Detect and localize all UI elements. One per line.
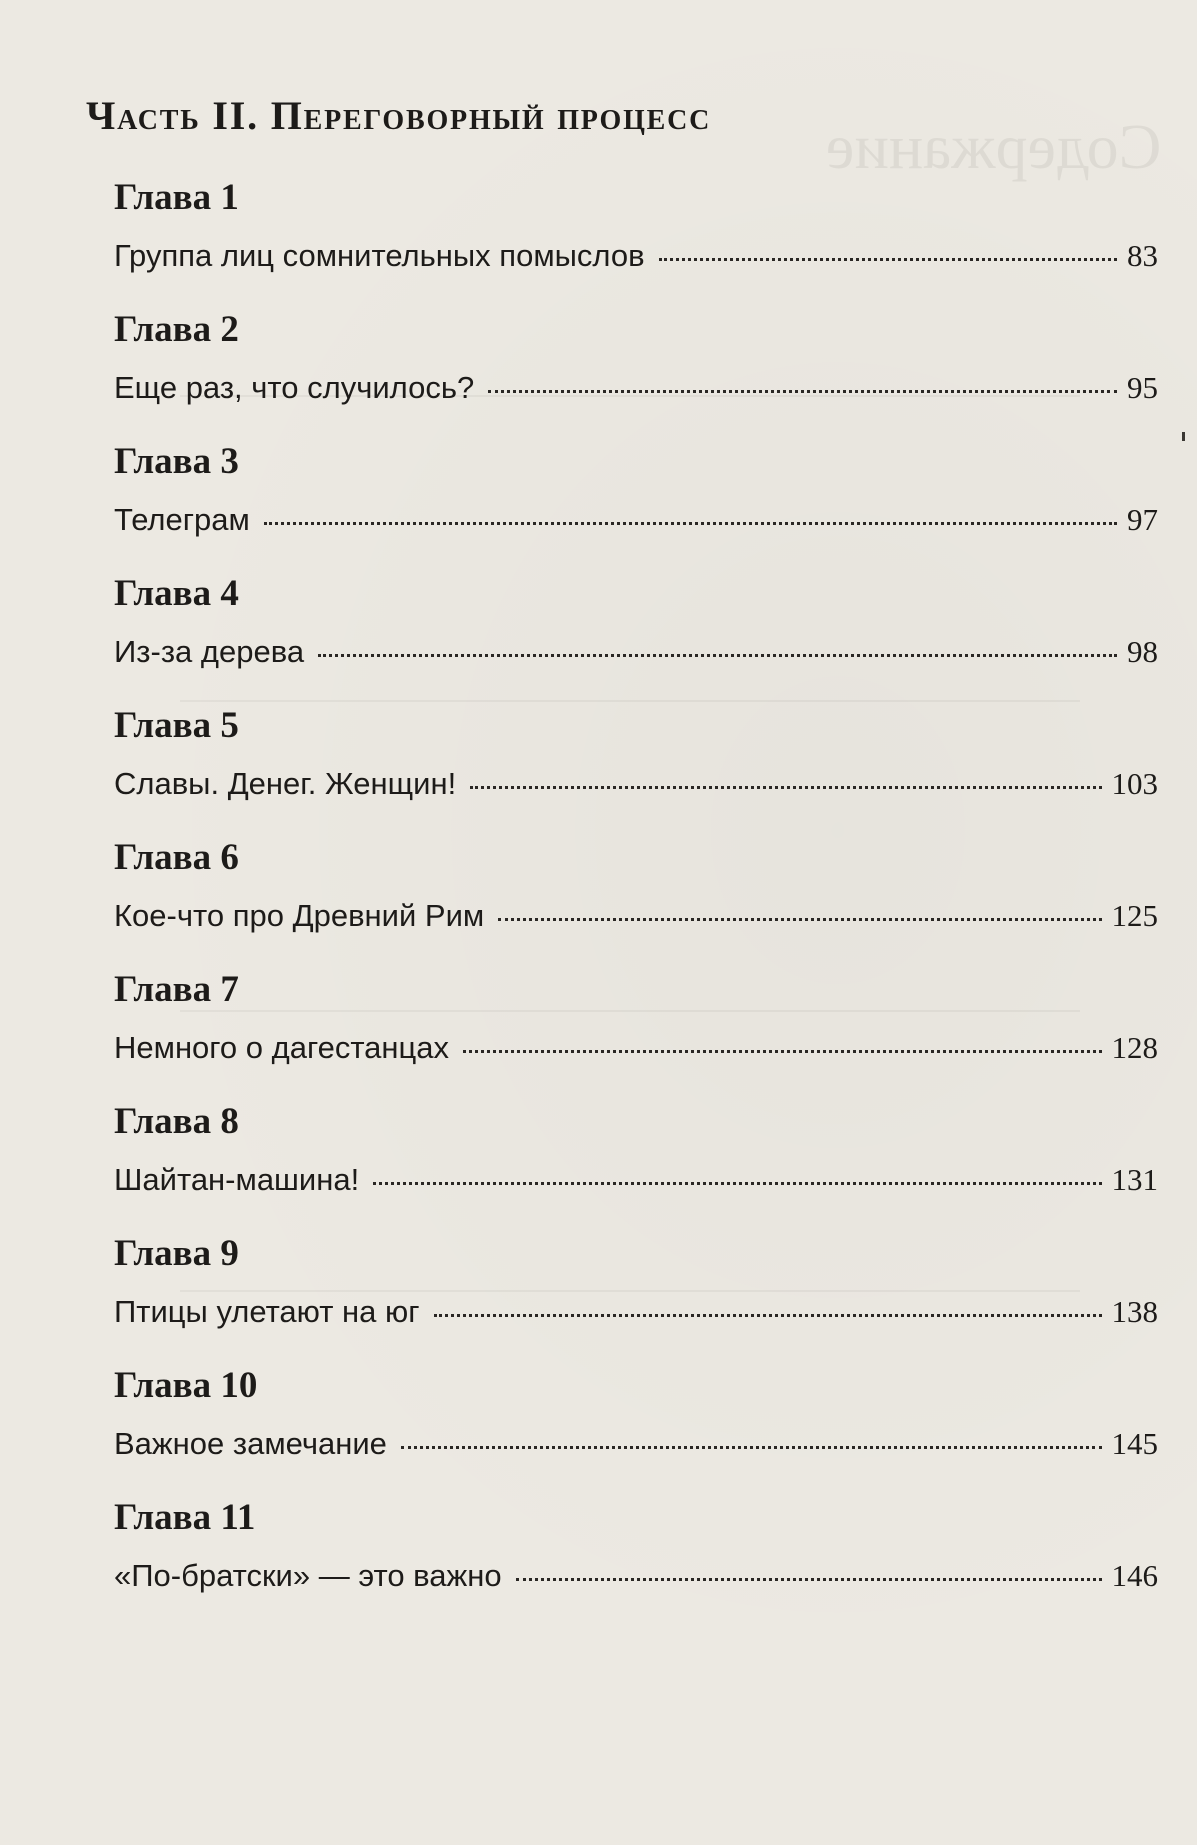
toc-chapter-7 bbox=[114, 968, 1158, 1068]
page-number: 128 bbox=[1111, 1030, 1158, 1065]
dot-leader bbox=[373, 1182, 1101, 1185]
toc-entry[interactable] bbox=[114, 500, 1158, 540]
chapter-title: Кое-что про Древний Рим bbox=[114, 898, 485, 933]
toc-chapter-6 bbox=[114, 836, 1158, 936]
toc-entry[interactable] bbox=[114, 896, 1158, 936]
page-number: 98 bbox=[1127, 634, 1158, 669]
toc-entry[interactable] bbox=[114, 1028, 1158, 1068]
show-through-line bbox=[180, 700, 1080, 702]
chapter-title: Славы. Денег. Женщин! bbox=[114, 766, 457, 801]
show-through-text: Содержание bbox=[825, 111, 1161, 182]
chapter-title: Телеграм bbox=[114, 502, 250, 537]
chapter-title: Группа лиц сомнительных помыслов bbox=[114, 238, 645, 273]
toc-entry[interactable] bbox=[114, 236, 1158, 276]
page-number: 138 bbox=[1111, 1294, 1158, 1329]
dot-leader bbox=[488, 390, 1117, 393]
chapter-heading: Глава 4 bbox=[114, 573, 239, 614]
toc-entry[interactable] bbox=[114, 1292, 1158, 1332]
toc-entry[interactable] bbox=[114, 764, 1158, 804]
toc-chapter-8 bbox=[114, 1100, 1158, 1200]
dot-leader bbox=[498, 918, 1101, 921]
chapter-title: «По-братски» — это важно bbox=[114, 1558, 502, 1593]
page-number: 145 bbox=[1111, 1426, 1158, 1461]
toc-chapter-3 bbox=[114, 440, 1158, 540]
dot-leader bbox=[264, 522, 1117, 525]
chapter-heading: Глава 8 bbox=[114, 1101, 239, 1142]
chapter-heading: Глава 6 bbox=[114, 837, 239, 878]
toc-chapter-4 bbox=[114, 572, 1158, 672]
page-number: 125 bbox=[1111, 898, 1158, 933]
part-title: Часть II. Переговорный процесс bbox=[86, 93, 712, 138]
chapter-title: Из-за дерева bbox=[114, 634, 305, 669]
chapter-title: Важное замечание bbox=[114, 1426, 387, 1461]
toc-chapter-2 bbox=[114, 308, 1158, 408]
page-number: 97 bbox=[1127, 502, 1158, 537]
chapter-heading: Глава 5 bbox=[114, 705, 239, 746]
chapter-heading: Глава 1 bbox=[114, 177, 239, 218]
toc-entry[interactable] bbox=[114, 632, 1158, 672]
dot-leader bbox=[434, 1314, 1102, 1317]
dot-leader bbox=[659, 258, 1117, 261]
page-number: 131 bbox=[1111, 1162, 1158, 1197]
page-number: 95 bbox=[1127, 370, 1158, 405]
toc-entry[interactable] bbox=[114, 1424, 1158, 1464]
toc-chapter-5 bbox=[114, 704, 1158, 804]
page-number: 103 bbox=[1111, 766, 1158, 801]
dot-leader bbox=[470, 786, 1101, 789]
toc-chapter-10 bbox=[114, 1364, 1158, 1464]
dot-leader bbox=[318, 654, 1117, 657]
toc-chapter-9 bbox=[114, 1232, 1158, 1332]
page-edge-mark bbox=[1182, 432, 1185, 441]
chapter-title: Шайтан-машина! bbox=[114, 1162, 360, 1197]
toc-entry[interactable] bbox=[114, 1556, 1158, 1596]
chapter-heading: Глава 2 bbox=[114, 309, 239, 350]
dot-leader bbox=[463, 1050, 1101, 1053]
chapter-heading: Глава 3 bbox=[114, 441, 239, 482]
chapter-title: Птицы улетают на юг bbox=[114, 1294, 420, 1329]
dot-leader bbox=[401, 1446, 1102, 1449]
chapter-heading: Глава 10 bbox=[114, 1365, 258, 1406]
chapter-heading: Глава 11 bbox=[114, 1497, 256, 1538]
toc-chapter-11 bbox=[114, 1496, 1158, 1596]
chapter-heading: Глава 7 bbox=[114, 969, 239, 1010]
page-number: 146 bbox=[1111, 1558, 1158, 1593]
chapter-title: Еще раз, что случилось? bbox=[114, 370, 475, 405]
toc-entry[interactable] bbox=[114, 368, 1158, 408]
dot-leader bbox=[516, 1578, 1102, 1581]
page-number: 83 bbox=[1127, 238, 1158, 273]
toc-entry[interactable] bbox=[114, 1160, 1158, 1200]
chapter-title: Немного о дагестанцах bbox=[114, 1030, 450, 1065]
chapter-heading: Глава 9 bbox=[114, 1233, 239, 1274]
toc-chapter-1 bbox=[114, 176, 1158, 276]
